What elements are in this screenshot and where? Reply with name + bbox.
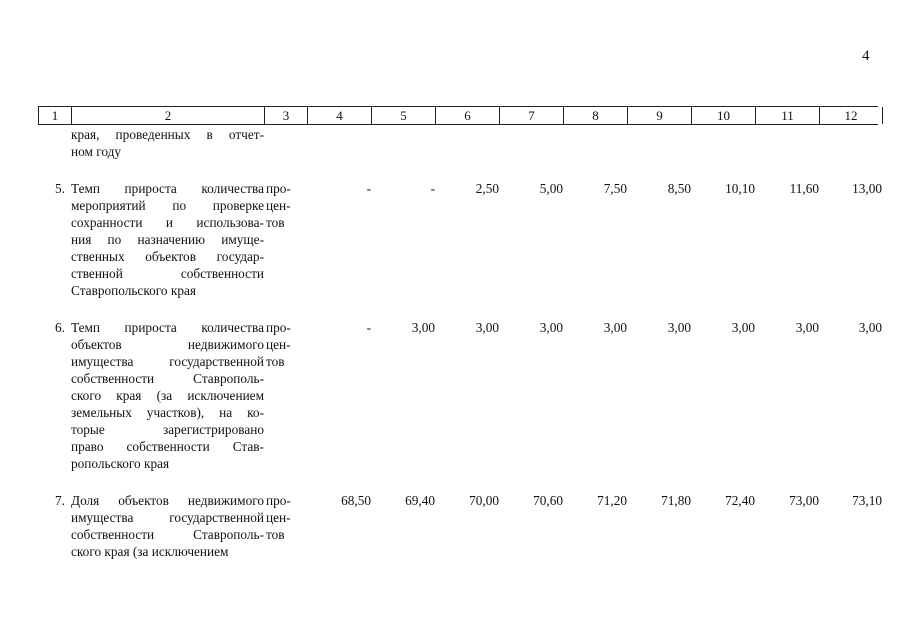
header-cell-6: 6 — [436, 107, 500, 124]
indicator-line: Доля объектов недвижимого — [71, 493, 264, 508]
value-cell: - — [366, 181, 371, 196]
header-cell-10: 10 — [692, 107, 756, 124]
unit-cell — [264, 180, 307, 299]
value-cell: 8,50 — [667, 181, 691, 196]
page-number: 4 — [862, 48, 870, 64]
indicator-line: имущества государственной — [71, 354, 264, 369]
indicator-line: мероприятий по проверке — [71, 198, 264, 213]
unit-line: тов — [266, 354, 285, 369]
value-cell: 71,80 — [661, 493, 691, 508]
header-cell-9: 9 — [628, 107, 692, 124]
value-cell: 73,10 — [852, 493, 882, 508]
value-cell: 11,60 — [789, 181, 819, 196]
value-cell: 2,50 — [475, 181, 499, 196]
header-cell-3: 3 — [265, 107, 308, 124]
unit-cell — [264, 319, 307, 472]
row-number: 6. — [55, 320, 65, 335]
indicator-line: право собственности Став- — [71, 439, 264, 454]
value-cell: 3,00 — [858, 320, 882, 335]
header-cell-1: 1 — [39, 107, 72, 124]
row-number: 7. — [55, 493, 65, 508]
indicator-line: собственности Ставрополь- — [71, 371, 264, 386]
indicator-cell — [71, 126, 264, 160]
indicator-line: ского края (за исключением — [71, 544, 229, 559]
indicators-table — [38, 106, 882, 560]
value-cell: 71,20 — [597, 493, 627, 508]
indicator-line: объектов недвижимого — [71, 337, 264, 352]
unit-line: тов — [266, 527, 285, 542]
indicator-line: ном году — [71, 144, 122, 159]
header-cell-5: 5 — [372, 107, 436, 124]
value-cell: 10,10 — [725, 181, 755, 196]
value-cell: 3,00 — [411, 320, 435, 335]
indicator-line: сохранности и использова- — [71, 215, 264, 230]
indicator-line: торые зарегистрировано — [71, 422, 264, 437]
unit-line: про- — [266, 320, 291, 335]
value-cell: 5,00 — [539, 181, 563, 196]
value-cell: 70,60 — [533, 493, 563, 508]
unit-cell — [264, 492, 307, 560]
unit-line: про- — [266, 493, 291, 508]
indicator-line: собственности Ставрополь- — [71, 527, 264, 542]
indicator-line: земельных участков), на ко- — [71, 405, 264, 420]
header-cell-2: 2 — [72, 107, 265, 124]
value-cell: 69,40 — [405, 493, 435, 508]
indicator-line: Темп прироста количества — [71, 181, 264, 196]
value-cell: 3,00 — [539, 320, 563, 335]
value-cell: 3,00 — [475, 320, 499, 335]
header-cell-8: 8 — [564, 107, 628, 124]
row-number-cell — [38, 126, 71, 160]
header-cell-11: 11 — [756, 107, 820, 124]
value-cell: 72,40 — [725, 493, 755, 508]
value-cell: - — [430, 181, 435, 196]
indicator-line: Ставропольского края — [71, 283, 196, 298]
indicator-line: ственных объектов государ- — [71, 249, 264, 264]
indicator-line: Темп прироста количества — [71, 320, 264, 335]
indicator-line: края, проведенных в отчет- — [71, 127, 264, 142]
value-cell: 3,00 — [603, 320, 627, 335]
unit-line: про- — [266, 181, 291, 196]
value-cell: 13,00 — [852, 181, 882, 196]
value-cell: 68,50 — [341, 493, 371, 508]
header-cell-12: 12 — [820, 107, 883, 124]
indicator-line: имущества государственной — [71, 510, 264, 525]
table-row-continuation — [38, 126, 878, 160]
value-cell: 3,00 — [795, 320, 819, 335]
indicator-cell — [71, 180, 264, 299]
table-row — [38, 319, 882, 472]
value-cell: 3,00 — [667, 320, 691, 335]
table-header-row — [38, 106, 878, 125]
table-row — [38, 180, 882, 299]
indicator-line: ственной собственности — [71, 266, 264, 281]
indicator-line: ропольского края — [71, 456, 170, 471]
value-cell: 3,00 — [731, 320, 755, 335]
value-cell: 73,00 — [789, 493, 819, 508]
unit-line: цен- — [266, 510, 291, 525]
value-cell: - — [366, 320, 371, 335]
table-row — [38, 492, 882, 560]
row-number: 5. — [55, 181, 65, 196]
unit-line: цен- — [266, 198, 291, 213]
header-cell-4: 4 — [308, 107, 372, 124]
header-cell-7: 7 — [500, 107, 564, 124]
indicator-line: ского края (за исключением — [71, 388, 264, 403]
indicator-line: ния по назначению имуще- — [71, 232, 264, 247]
unit-line: тов — [266, 215, 285, 230]
value-cell: 70,00 — [469, 493, 499, 508]
value-cell: 7,50 — [603, 181, 627, 196]
indicator-cell — [71, 319, 264, 472]
indicator-cell — [71, 492, 264, 560]
unit-line: цен- — [266, 337, 291, 352]
